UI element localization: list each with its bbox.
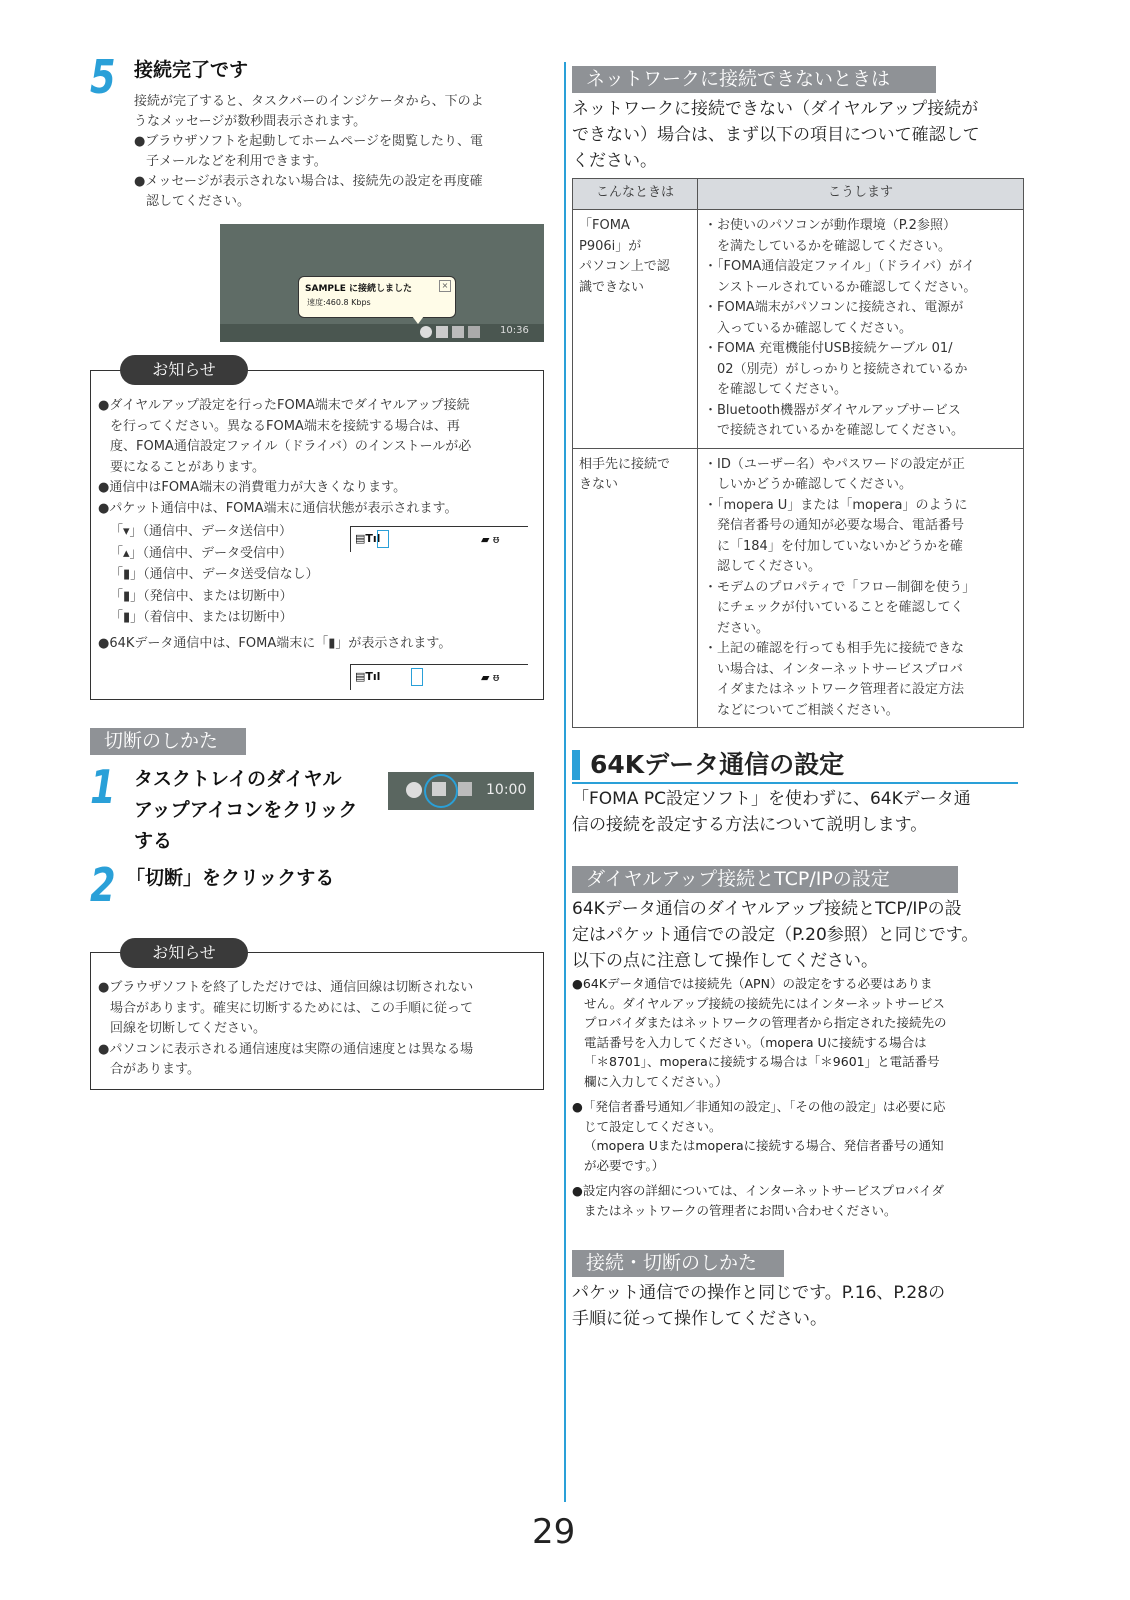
case-line: パソコン上で認 [579, 259, 670, 274]
action-line: にチェックが付いていることを確認してく [717, 600, 964, 615]
step-line: する [134, 830, 173, 852]
case-cell [573, 448, 698, 728]
network-intro [572, 96, 1022, 174]
table-header-case: こんなときは [573, 179, 698, 210]
note-line: せん。ダイヤルアップ接続の接続先にはインターネットサービス [584, 995, 945, 1011]
body-line: 手順に従って操作してください。 [572, 1309, 827, 1329]
notice-line: ●通信中はFOMA端末の消費電力が大きくなります。 [98, 480, 407, 495]
case-cell [573, 210, 698, 449]
action-line: を満たしているかを確認してください。 [717, 238, 952, 254]
intro-line: 「FOMA PC設定ソフト」を使わずに、64Kデータ通 [572, 789, 971, 809]
case-line: 相手先に接続で [579, 456, 671, 472]
64k-heading-text: 64Kデータ通信の設定 [590, 750, 845, 779]
action-line: ・モデムのプロパティで「フロー制御を使う」 [704, 579, 976, 595]
action-line: で接続されているかを確認してください。 [717, 423, 965, 438]
step-5-description [134, 92, 544, 212]
action-line: ・「FOMA通信設定ファイル」（ドライバ）がイ [704, 259, 975, 274]
indicator-item: 「▾」（通信中、データ送信中） [110, 524, 293, 539]
notice-line: ●パソコンに表示される通信速度は実際の通信速度とは異なる場 [98, 1041, 474, 1057]
dialup-section-label: ダイヤルアップ接続とTCP/IPの設定 [572, 866, 958, 893]
column-divider [564, 62, 566, 1502]
intro-line: 64Kデータ通信のダイヤルアップ接続とTCP/IPの設 [572, 899, 962, 919]
table-row [573, 448, 1024, 728]
step-line: アップアイコンをクリック [134, 799, 358, 821]
notice-line: を行ってください。異なるFOMA端末を接続する場合は、再 [110, 418, 460, 434]
notice-tab-2: お知らせ [120, 938, 248, 968]
phone-status-bar-1 [350, 526, 528, 552]
step-5-number: 5 [90, 50, 116, 104]
step-5-title: 接続完了です [134, 59, 249, 81]
intro-line: ください。 [572, 151, 657, 171]
notice-line: 合があります。 [110, 1062, 200, 1077]
action-line: イダまたはネットワーク管理者に設定方法 [717, 682, 965, 697]
note-line: ●「発信者番号通知／非通知の設定」、「その他の設定」は必要に応 [572, 1099, 946, 1114]
tray-arrow-icon[interactable] [406, 782, 422, 798]
phone-status-bar-2 [350, 664, 528, 690]
note-line: プロバイダまたはネットワークの管理者から指定された接続先の [584, 1015, 947, 1030]
bullet-line: ●メッセージが表示されない場合は、接続先の設定を再度確 [134, 174, 483, 189]
note-item [572, 1181, 1024, 1220]
64k-section-heading [572, 748, 1018, 784]
connection-notification-screenshot [220, 224, 544, 342]
popup-title: SAMPLE に接続しました [305, 284, 413, 294]
indicator-list [110, 522, 360, 630]
notice-1-body [98, 396, 538, 519]
desc-line: うなメッセージが数秒間表示されます。 [134, 114, 367, 129]
indicator-item: 「▮」（通信中、データ送受信なし） [110, 567, 319, 582]
tray-clock: 10:00 [486, 782, 527, 798]
dialup-notes [572, 974, 1024, 1220]
indicator-item: 「▮」（発信中、または切断中） [110, 588, 293, 604]
network-section-label: ネットワークに接続できないときは [572, 66, 936, 93]
action-line: ンストールされているか確認してください。 [717, 279, 977, 295]
action-cell [698, 210, 1024, 449]
note-line: ●64Kデータ通信では接続先（APN）の設定をする必要はありま [572, 976, 933, 991]
action-line: ・ID（ユーザー名）やパスワードの設定が正 [704, 456, 965, 472]
bullet-line: 認してください。 [146, 194, 251, 209]
battery-icon: ▰ ᵿ [481, 671, 500, 684]
notice-2-body [98, 978, 538, 1081]
bullet-line: ●ブラウザソフトを起動してホームページを閲覧したり、電 [134, 134, 483, 149]
tray-screenshot [388, 772, 534, 810]
tray-icon[interactable] [468, 326, 480, 338]
highlight-box [411, 668, 423, 686]
table-row [573, 210, 1024, 449]
battery-icon: ▰ ᵿ [481, 533, 500, 546]
highlight-box [377, 530, 389, 548]
tray-icon[interactable] [420, 326, 432, 338]
action-line: 発信者番号の通知が必要な場合、電話番号 [717, 518, 965, 533]
disconnect-section-label: 切断のしかた [90, 728, 246, 755]
note-line: （mopera Uまたはmoperaに接続する場合、発信者番号の通知 [584, 1138, 944, 1153]
note-line: 「＊8701」、moperaに接続する場合は「＊9601」と電話番号 [584, 1054, 940, 1069]
action-line: ・FOMA 充電機能付USB接続ケーブル 01/ [704, 341, 953, 356]
dialup-intro [572, 896, 1024, 974]
close-icon[interactable]: × [439, 280, 451, 292]
desc-line: 接続が完了すると、タスクバーのインジケータから、下のよ [134, 94, 484, 109]
note-item [572, 1097, 1024, 1175]
note-line: じて設定してください。 [584, 1118, 722, 1134]
action-line: に「184」を付加していないかどうかを確 [717, 538, 963, 554]
indicator-item: 「▮」（着信中、または切断中） [110, 610, 293, 625]
action-line: ださい。 [717, 620, 770, 636]
signal-icon: ▤Tıl [355, 670, 381, 683]
notice-line: 場合があります。確実に切断するためには、この手順に従って [110, 1000, 473, 1016]
popup-speed: 速度:460.8 Kbps [307, 298, 371, 307]
bullet-line: 子メールなどを利用できます。 [146, 154, 327, 169]
connect-disconnect-label: 接続・切断のしかた [572, 1250, 784, 1277]
heading-accent-bar [572, 750, 580, 780]
intro-line: 以下の点に注意して操作してください。 [572, 951, 878, 971]
action-line: ・上記の確認を行っても相手先に接続できな [704, 641, 965, 656]
action-line: 入っているか確認してください。 [717, 320, 913, 336]
indicator-item: 「▴」（通信中、データ受信中） [110, 545, 293, 561]
case-line: 「FOMA [579, 218, 630, 233]
tray-icon[interactable] [452, 326, 464, 338]
note-item [572, 974, 1024, 1091]
note-line: またはネットワークの管理者にお問い合わせください。 [584, 1202, 897, 1218]
taskbar [220, 324, 544, 342]
notice-line: 要になることがあります。 [110, 459, 265, 475]
dialup-icon[interactable] [432, 782, 446, 796]
body-line: パケット通信での操作と同じです。P.16、P.28の [572, 1283, 946, 1303]
64k-intro [572, 786, 1022, 838]
case-line: きない [579, 477, 619, 492]
page-number: 29 [532, 1512, 576, 1552]
notice-tab-1: お知らせ [120, 355, 248, 385]
notice-line: ●ブラウザソフトを終了しただけでは、通信回線は切断されない [98, 980, 474, 995]
action-line: を確認してください。 [717, 382, 848, 397]
table-header-action: こうします [698, 179, 1024, 210]
step-1-number: 1 [90, 760, 116, 814]
balloon-popup [298, 276, 456, 318]
action-line: ・Bluetooth機器がダイヤルアップサービス [704, 402, 961, 418]
step-line: タスクトレイのダイヤル [134, 768, 342, 790]
case-line: P906i」が [579, 238, 642, 254]
signal-icon: ▤Tıl [355, 532, 381, 545]
table-header-row [573, 179, 1024, 210]
step-2-number: 2 [90, 858, 116, 912]
dialup-icon[interactable] [436, 326, 448, 338]
action-line: 認してください。 [717, 559, 822, 574]
note-line: ●設定内容の詳細については、インターネットサービスプロバイダ [572, 1183, 945, 1198]
note-line: 電話番号を入力してください。（mopera Uに接続する場合は [584, 1034, 927, 1050]
tray-clock: 10:36 [500, 325, 529, 336]
intro-line: 定はパケット通信での設定（P.20参照）と同じです。 [572, 925, 979, 945]
notice-line: 度、FOMA通信設定ファイル（ドライバ）のインストールが必 [110, 439, 472, 454]
intro-line: できない）場合は、まず以下の項目について確認して [572, 125, 980, 145]
action-line: しいかどうか確認してください。 [717, 477, 913, 492]
bullet-item [134, 132, 544, 172]
tray-icon[interactable] [458, 782, 472, 796]
note-line: が必要です。） [584, 1157, 665, 1173]
balloon-pointer [412, 316, 424, 324]
action-line: ・お使いのパソコンが動作環境（P.2参照） [704, 218, 956, 233]
troubleshooting-table [572, 178, 1024, 728]
action-line: ・「mopera U」または「mopera」のように [704, 497, 968, 513]
notice-1-last-line: ●64Kデータ通信中は、FOMA端末に「▮」が表示されます。 [98, 636, 452, 651]
note-line: 欄に入力してください。） [584, 1073, 728, 1089]
action-line: い場合は、インターネットサービスプロバ [717, 661, 963, 677]
bullet-item [134, 172, 544, 212]
notice-line: ●パケット通信中は、FOMA端末に通信状態が表示されます。 [98, 500, 458, 516]
step-1-title [134, 764, 357, 857]
action-line: ・FOMA端末がパソコンに接続され、電源が [704, 300, 964, 315]
case-line: 識できない [579, 279, 645, 295]
notice-line: ●ダイヤルアップ設定を行ったFOMA端末でダイヤルアップ接続 [98, 398, 470, 413]
connect-disconnect-text [572, 1280, 1024, 1332]
notice-line: 回線を切断してください。 [110, 1021, 267, 1036]
action-cell [698, 448, 1024, 728]
action-line: 02（別売）がしっかりと接続されているか [717, 361, 968, 377]
step-2-title: 「切断」をクリックする [126, 867, 335, 889]
intro-line: 信の接続を設定する方法について説明します。 [572, 815, 928, 835]
intro-line: ネットワークに接続できない（ダイヤルアップ接続が [572, 99, 979, 119]
action-line: などについてご相談ください。 [717, 702, 899, 718]
